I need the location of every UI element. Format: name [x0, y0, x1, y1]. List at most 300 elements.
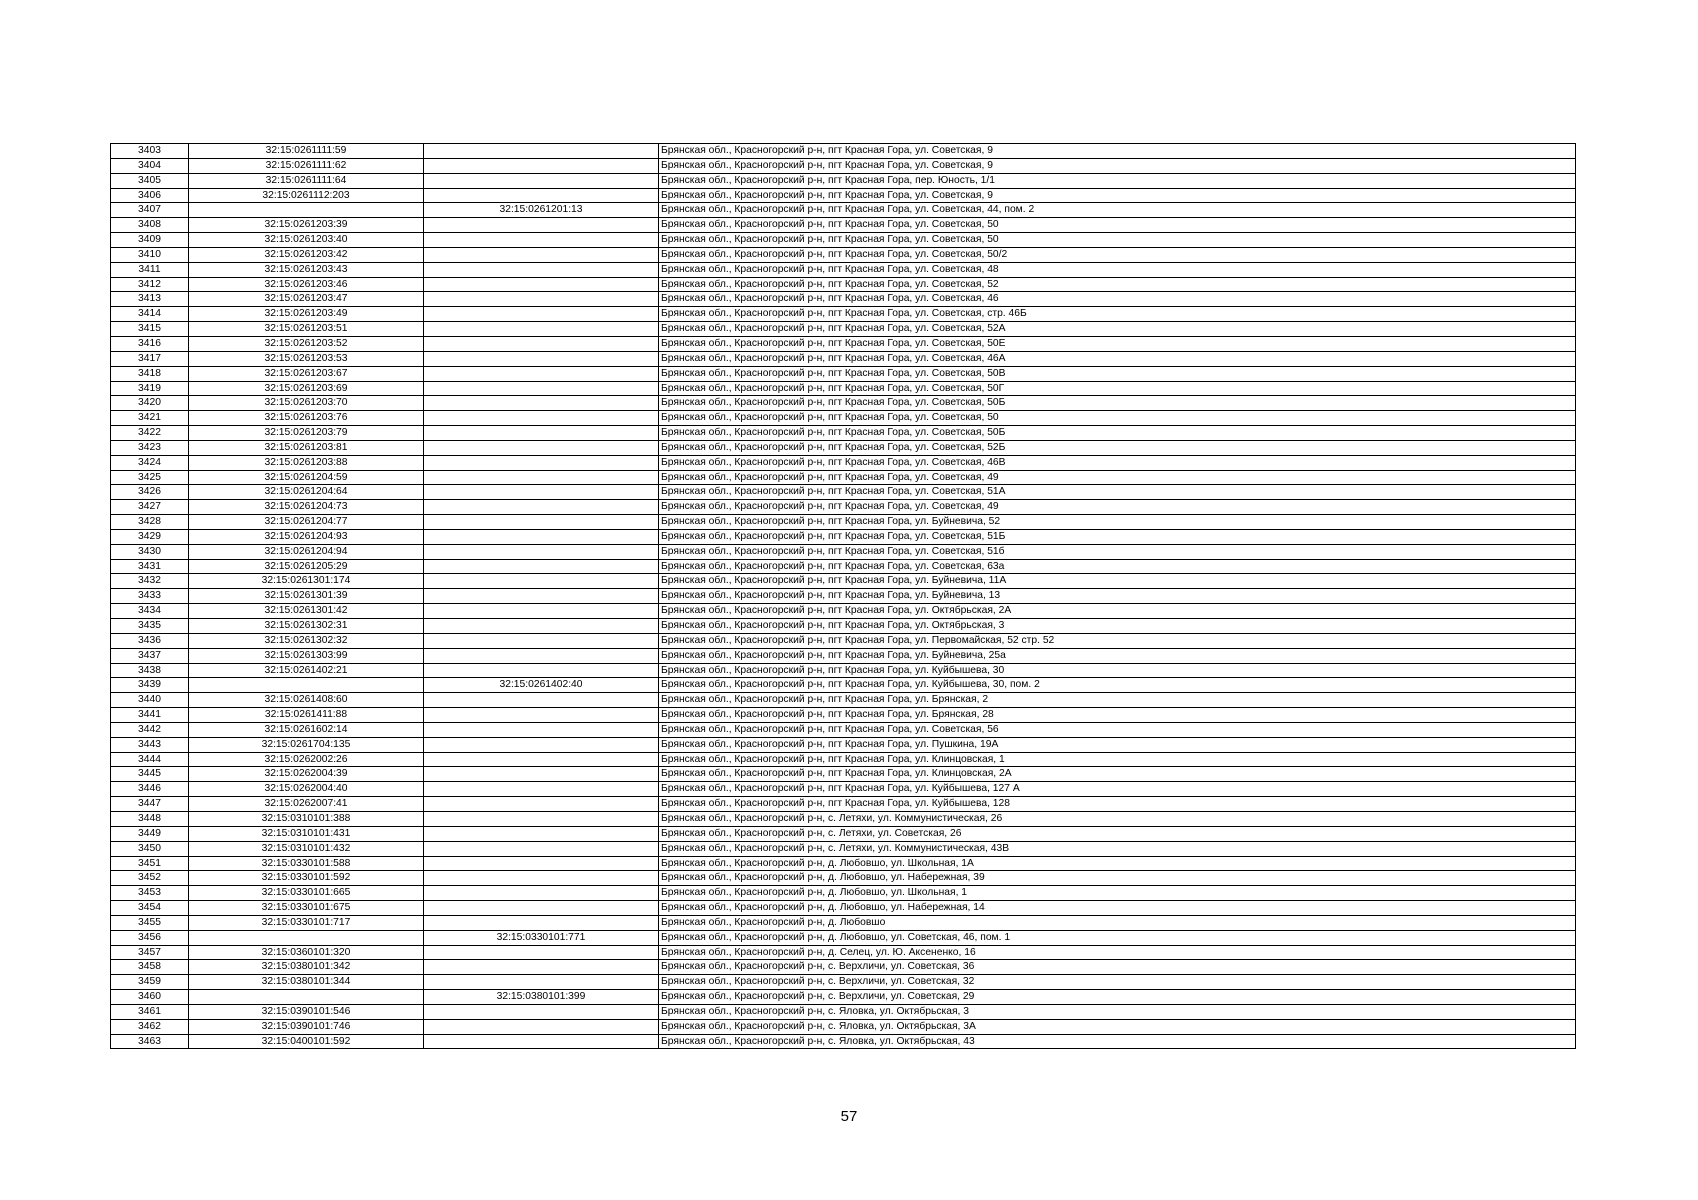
table-row — [111, 396, 1576, 411]
address-cell: Брянская обл., Красногорский р-н, пгт Красная Гора, ул. Советская, 9 — [659, 158, 1576, 173]
table-row — [111, 500, 1576, 515]
row-number-cell: 3450 — [111, 841, 189, 856]
parcel-cadastral-number-cell: 32:15:0261302:31 — [189, 619, 424, 634]
address-cell: Брянская обл., Красногорский р-н, пгт Красная Гора, ул. Советская, 50 — [659, 218, 1576, 233]
parcel-cadastral-number-cell: 32:15:0390101:546 — [189, 1004, 424, 1019]
row-number-cell: 3429 — [111, 529, 189, 544]
address-cell: Брянская обл., Красногорский р-н, пгт Красная Гора, ул. Советская, 44, пом. 2 — [659, 203, 1576, 218]
parcel-cadastral-number-cell: 32:15:0261111:64 — [189, 173, 424, 188]
address-cell: Брянская обл., Красногорский р-н, д. Селец, ул. Ю. Аксененко, 16 — [659, 945, 1576, 960]
building-cadastral-number-cell — [424, 277, 659, 292]
building-cadastral-number-cell: 32:15:0380101:399 — [424, 990, 659, 1005]
row-number-cell: 3414 — [111, 307, 189, 322]
address-cell: Брянская обл., Красногорский р-н, д. Любовшо, ул. Набережная, 14 — [659, 901, 1576, 916]
register-table-container — [110, 143, 1576, 1049]
address-cell: Брянская обл., Красногорский р-н, пгт Красная Гора, ул. Советская, 52 — [659, 277, 1576, 292]
table-row — [111, 515, 1576, 530]
table-row — [111, 990, 1576, 1005]
building-cadastral-number-cell — [424, 336, 659, 351]
parcel-cadastral-number-cell: 32:15:0261203:39 — [189, 218, 424, 233]
table-row — [111, 158, 1576, 173]
table-row — [111, 544, 1576, 559]
address-cell: Брянская обл., Красногорский р-н, пгт Красная Гора, ул. Советская, 49 — [659, 470, 1576, 485]
parcel-cadastral-number-cell — [189, 990, 424, 1005]
table-row — [111, 737, 1576, 752]
row-number-cell: 3408 — [111, 218, 189, 233]
building-cadastral-number-cell — [424, 841, 659, 856]
parcel-cadastral-number-cell: 32:15:0310101:388 — [189, 811, 424, 826]
table-row — [111, 604, 1576, 619]
row-number-cell: 3431 — [111, 559, 189, 574]
row-number-cell: 3437 — [111, 648, 189, 663]
building-cadastral-number-cell — [424, 1004, 659, 1019]
building-cadastral-number-cell — [424, 500, 659, 515]
building-cadastral-number-cell — [424, 485, 659, 500]
row-number-cell: 3442 — [111, 722, 189, 737]
building-cadastral-number-cell — [424, 426, 659, 441]
building-cadastral-number-cell — [424, 173, 659, 188]
parcel-cadastral-number-cell: 32:15:0261303:99 — [189, 648, 424, 663]
building-cadastral-number-cell — [424, 247, 659, 262]
address-cell: Брянская обл., Красногорский р-н, пгт Красная Гора, ул. Куйбышева, 30 — [659, 663, 1576, 678]
table-row — [111, 247, 1576, 262]
table-row — [111, 693, 1576, 708]
table-row — [111, 188, 1576, 203]
address-cell: Брянская обл., Красногорский р-н, пгт Красная Гора, ул. Советская, 51Б — [659, 529, 1576, 544]
parcel-cadastral-number-cell: 32:15:0261203:79 — [189, 426, 424, 441]
building-cadastral-number-cell — [424, 960, 659, 975]
address-cell: Брянская обл., Красногорский р-н, пгт Красная Гора, ул. Октябрьская, 3 — [659, 619, 1576, 634]
table-row — [111, 619, 1576, 634]
parcel-cadastral-number-cell: 32:15:0261203:51 — [189, 322, 424, 337]
address-cell: Брянская обл., Красногорский р-н, пгт Красная Гора, ул. Советская, 50 — [659, 233, 1576, 248]
row-number-cell: 3452 — [111, 871, 189, 886]
address-cell: Брянская обл., Красногорский р-н, пгт Красная Гора, ул. Советская, 9 — [659, 144, 1576, 159]
address-cell: Брянская обл., Красногорский р-н, пгт Красная Гора, ул. Советская, 50/2 — [659, 247, 1576, 262]
parcel-cadastral-number-cell: 32:15:0261301:174 — [189, 574, 424, 589]
address-cell: Брянская обл., Красногорский р-н, пгт Красная Гора, ул. Буйневича, 11А — [659, 574, 1576, 589]
address-cell: Брянская обл., Красногорский р-н, пгт Красная Гора, ул. Брянская, 2 — [659, 693, 1576, 708]
parcel-cadastral-number-cell: 32:15:0261704:135 — [189, 737, 424, 752]
row-number-cell: 3445 — [111, 767, 189, 782]
row-number-cell: 3440 — [111, 693, 189, 708]
parcel-cadastral-number-cell: 32:15:0330101:592 — [189, 871, 424, 886]
table-row — [111, 366, 1576, 381]
parcel-cadastral-number-cell: 32:15:0261203:47 — [189, 292, 424, 307]
building-cadastral-number-cell — [424, 574, 659, 589]
page-number: 57 — [840, 1108, 858, 1125]
row-number-cell: 3454 — [111, 901, 189, 916]
parcel-cadastral-number-cell: 32:15:0390101:746 — [189, 1019, 424, 1034]
parcel-cadastral-number-cell — [189, 203, 424, 218]
address-cell: Брянская обл., Красногорский р-н, с. Яловка, ул. Октябрьская, 3 — [659, 1004, 1576, 1019]
table-row — [111, 915, 1576, 930]
building-cadastral-number-cell — [424, 440, 659, 455]
building-cadastral-number-cell — [424, 218, 659, 233]
building-cadastral-number-cell — [424, 619, 659, 634]
address-cell: Брянская обл., Красногорский р-н, с. Летяхи, ул. Советская, 26 — [659, 826, 1576, 841]
row-number-cell: 3456 — [111, 930, 189, 945]
row-number-cell: 3424 — [111, 455, 189, 470]
building-cadastral-number-cell — [424, 737, 659, 752]
building-cadastral-number-cell — [424, 188, 659, 203]
row-number-cell: 3412 — [111, 277, 189, 292]
row-number-cell: 3455 — [111, 915, 189, 930]
address-cell: Брянская обл., Красногорский р-н, пгт Красная Гора, ул. Советская, 51А — [659, 485, 1576, 500]
row-number-cell: 3416 — [111, 336, 189, 351]
parcel-cadastral-number-cell: 32:15:0261203:49 — [189, 307, 424, 322]
address-cell: Брянская обл., Красногорский р-н, с. Летяхи, ул. Коммунистическая, 26 — [659, 811, 1576, 826]
building-cadastral-number-cell — [424, 589, 659, 604]
address-cell: Брянская обл., Красногорский р-н, пгт Красная Гора, ул. Пушкина, 19А — [659, 737, 1576, 752]
table-row — [111, 218, 1576, 233]
table-row — [111, 1034, 1576, 1049]
parcel-cadastral-number-cell: 32:15:0261204:73 — [189, 500, 424, 515]
parcel-cadastral-number-cell: 32:15:0360101:320 — [189, 945, 424, 960]
parcel-cadastral-number-cell: 32:15:0310101:432 — [189, 841, 424, 856]
table-row — [111, 633, 1576, 648]
row-number-cell: 3433 — [111, 589, 189, 604]
address-cell: Брянская обл., Красногорский р-н, пгт Красная Гора, ул. Куйбышева, 127 А — [659, 782, 1576, 797]
parcel-cadastral-number-cell: 32:15:0262002:26 — [189, 752, 424, 767]
building-cadastral-number-cell — [424, 529, 659, 544]
building-cadastral-number-cell — [424, 767, 659, 782]
parcel-cadastral-number-cell: 32:15:0261203:69 — [189, 381, 424, 396]
row-number-cell: 3461 — [111, 1004, 189, 1019]
row-number-cell: 3451 — [111, 856, 189, 871]
parcel-cadastral-number-cell: 32:15:0261402:21 — [189, 663, 424, 678]
row-number-cell: 3436 — [111, 633, 189, 648]
building-cadastral-number-cell: 32:15:0261201:13 — [424, 203, 659, 218]
building-cadastral-number-cell — [424, 381, 659, 396]
address-cell: Брянская обл., Красногорский р-н, пгт Красная Гора, ул. Советская, 52А — [659, 322, 1576, 337]
table-row — [111, 930, 1576, 945]
row-number-cell: 3435 — [111, 619, 189, 634]
building-cadastral-number-cell — [424, 797, 659, 812]
building-cadastral-number-cell — [424, 233, 659, 248]
table-row — [111, 559, 1576, 574]
parcel-cadastral-number-cell: 32:15:0261111:59 — [189, 144, 424, 159]
parcel-cadastral-number-cell: 32:15:0261112:203 — [189, 188, 424, 203]
address-cell: Брянская обл., Красногорский р-н, с. Летяхи, ул. Коммунистическая, 43В — [659, 841, 1576, 856]
table-row — [111, 307, 1576, 322]
table-row — [111, 440, 1576, 455]
building-cadastral-number-cell — [424, 322, 659, 337]
building-cadastral-number-cell — [424, 975, 659, 990]
building-cadastral-number-cell — [424, 144, 659, 159]
parcel-cadastral-number-cell: 32:15:0261204:93 — [189, 529, 424, 544]
building-cadastral-number-cell — [424, 708, 659, 723]
table-row — [111, 529, 1576, 544]
parcel-cadastral-number-cell: 32:15:0380101:342 — [189, 960, 424, 975]
row-number-cell: 3417 — [111, 351, 189, 366]
table-row — [111, 1019, 1576, 1034]
row-number-cell: 3409 — [111, 233, 189, 248]
parcel-cadastral-number-cell: 32:15:0261203:43 — [189, 262, 424, 277]
table-row — [111, 871, 1576, 886]
table-row — [111, 886, 1576, 901]
address-cell: Брянская обл., Красногорский р-н, пгт Красная Гора, ул. Советская, 46А — [659, 351, 1576, 366]
table-row — [111, 173, 1576, 188]
table-row — [111, 826, 1576, 841]
row-number-cell: 3406 — [111, 188, 189, 203]
building-cadastral-number-cell — [424, 693, 659, 708]
table-row — [111, 975, 1576, 990]
row-number-cell: 3415 — [111, 322, 189, 337]
parcel-cadastral-number-cell: 32:15:0261204:59 — [189, 470, 424, 485]
table-row — [111, 708, 1576, 723]
parcel-cadastral-number-cell: 32:15:0261203:76 — [189, 411, 424, 426]
table-row — [111, 470, 1576, 485]
address-cell: Брянская обл., Красногорский р-н, д. Любовшо, ул. Набережная, 39 — [659, 871, 1576, 886]
building-cadastral-number-cell — [424, 544, 659, 559]
parcel-cadastral-number-cell: 32:15:0261205:29 — [189, 559, 424, 574]
address-cell: Брянская обл., Красногорский р-н, пгт Красная Гора, ул. Буйневича, 13 — [659, 589, 1576, 604]
row-number-cell: 3421 — [111, 411, 189, 426]
table-row — [111, 811, 1576, 826]
building-cadastral-number-cell: 32:15:0261402:40 — [424, 678, 659, 693]
building-cadastral-number-cell — [424, 158, 659, 173]
address-cell: Брянская обл., Красногорский р-н, пгт Красная Гора, ул. Советская, 50Б — [659, 396, 1576, 411]
table-row — [111, 203, 1576, 218]
address-cell: Брянская обл., Красногорский р-н, с. Яловка, ул. Октябрьская, 43 — [659, 1034, 1576, 1049]
row-number-cell: 3407 — [111, 203, 189, 218]
parcel-cadastral-number-cell: 32:15:0262007:41 — [189, 797, 424, 812]
address-cell: Брянская обл., Красногорский р-н, пгт Красная Гора, ул. Советская, 46 — [659, 292, 1576, 307]
table-row — [111, 648, 1576, 663]
address-cell: Брянская обл., Красногорский р-н, пгт Красная Гора, ул. Клинцовская, 2А — [659, 767, 1576, 782]
building-cadastral-number-cell — [424, 886, 659, 901]
table-row — [111, 426, 1576, 441]
parcel-cadastral-number-cell: 32:15:0261411:88 — [189, 708, 424, 723]
row-number-cell: 3432 — [111, 574, 189, 589]
parcel-cadastral-number-cell: 32:15:0261111:62 — [189, 158, 424, 173]
address-cell: Брянская обл., Красногорский р-н, пгт Красная Гора, ул. Первомайская, 52 стр. 52 — [659, 633, 1576, 648]
address-cell: Брянская обл., Красногорский р-н, пгт Красная Гора, пер. Юность, 1/1 — [659, 173, 1576, 188]
table-row — [111, 262, 1576, 277]
row-number-cell: 3463 — [111, 1034, 189, 1049]
parcel-cadastral-number-cell: 32:15:0400101:592 — [189, 1034, 424, 1049]
building-cadastral-number-cell: 32:15:0330101:771 — [424, 930, 659, 945]
table-row — [111, 797, 1576, 812]
building-cadastral-number-cell — [424, 826, 659, 841]
address-cell: Брянская обл., Красногорский р-н, пгт Красная Гора, ул. Советская, 63а — [659, 559, 1576, 574]
table-row — [111, 841, 1576, 856]
parcel-cadastral-number-cell: 32:15:0261408:60 — [189, 693, 424, 708]
row-number-cell: 3428 — [111, 515, 189, 530]
parcel-cadastral-number-cell: 32:15:0261203:88 — [189, 455, 424, 470]
table-body — [111, 144, 1576, 1049]
building-cadastral-number-cell — [424, 901, 659, 916]
building-cadastral-number-cell — [424, 856, 659, 871]
row-number-cell: 3446 — [111, 782, 189, 797]
row-number-cell: 3411 — [111, 262, 189, 277]
building-cadastral-number-cell — [424, 262, 659, 277]
row-number-cell: 3444 — [111, 752, 189, 767]
parcel-cadastral-number-cell: 32:15:0261203:52 — [189, 336, 424, 351]
parcel-cadastral-number-cell: 32:15:0261204:64 — [189, 485, 424, 500]
row-number-cell: 3459 — [111, 975, 189, 990]
row-number-cell: 3443 — [111, 737, 189, 752]
row-number-cell: 3458 — [111, 960, 189, 975]
row-number-cell: 3410 — [111, 247, 189, 262]
parcel-cadastral-number-cell: 32:15:0330101:665 — [189, 886, 424, 901]
parcel-cadastral-number-cell — [189, 930, 424, 945]
table-row — [111, 663, 1576, 678]
row-number-cell: 3457 — [111, 945, 189, 960]
row-number-cell: 3449 — [111, 826, 189, 841]
row-number-cell: 3419 — [111, 381, 189, 396]
address-cell: Брянская обл., Красногорский р-н, пгт Красная Гора, ул. Советская, 50В — [659, 366, 1576, 381]
address-cell: Брянская обл., Красногорский р-н, пгт Красная Гора, ул. Советская, стр. 46Б — [659, 307, 1576, 322]
address-cell: Брянская обл., Красногорский р-н, пгт Красная Гора, ул. Советская, 50 — [659, 411, 1576, 426]
parcel-cadastral-number-cell: 32:15:0261203:81 — [189, 440, 424, 455]
building-cadastral-number-cell — [424, 945, 659, 960]
building-cadastral-number-cell — [424, 351, 659, 366]
parcel-cadastral-number-cell: 32:15:0262004:39 — [189, 767, 424, 782]
address-cell: Брянская обл., Красногорский р-н, пгт Красная Гора, ул. Брянская, 28 — [659, 708, 1576, 723]
row-number-cell: 3426 — [111, 485, 189, 500]
building-cadastral-number-cell — [424, 307, 659, 322]
address-cell: Брянская обл., Красногорский р-н, пгт Красная Гора, ул. Советская, 56 — [659, 722, 1576, 737]
parcel-cadastral-number-cell: 32:15:0261204:77 — [189, 515, 424, 530]
building-cadastral-number-cell — [424, 633, 659, 648]
building-cadastral-number-cell — [424, 648, 659, 663]
row-number-cell: 3423 — [111, 440, 189, 455]
row-number-cell: 3420 — [111, 396, 189, 411]
row-number-cell: 3434 — [111, 604, 189, 619]
address-cell: Брянская обл., Красногорский р-н, д. Любовшо — [659, 915, 1576, 930]
table-row — [111, 574, 1576, 589]
address-cell: Брянская обл., Красногорский р-н, д. Любовшо, ул. Школьная, 1А — [659, 856, 1576, 871]
building-cadastral-number-cell — [424, 396, 659, 411]
address-cell: Брянская обл., Красногорский р-н, с. Яловка, ул. Октябрьская, 3А — [659, 1019, 1576, 1034]
table-row — [111, 589, 1576, 604]
building-cadastral-number-cell — [424, 1019, 659, 1034]
address-cell: Брянская обл., Красногорский р-н, пгт Красная Гора, ул. Советская, 50Е — [659, 336, 1576, 351]
address-cell: Брянская обл., Красногорский р-н, д. Любовшо, ул. Школьная, 1 — [659, 886, 1576, 901]
table-row — [111, 960, 1576, 975]
parcel-cadastral-number-cell: 32:15:0261203:53 — [189, 351, 424, 366]
row-number-cell: 3418 — [111, 366, 189, 381]
table-row — [111, 485, 1576, 500]
table-row — [111, 678, 1576, 693]
row-number-cell: 3413 — [111, 292, 189, 307]
row-number-cell: 3462 — [111, 1019, 189, 1034]
row-number-cell: 3453 — [111, 886, 189, 901]
table-row — [111, 277, 1576, 292]
address-cell: Брянская обл., Красногорский р-н, пгт Красная Гора, ул. Клинцовская, 1 — [659, 752, 1576, 767]
parcel-cadastral-number-cell: 32:15:0310101:431 — [189, 826, 424, 841]
building-cadastral-number-cell — [424, 604, 659, 619]
table-row — [111, 1004, 1576, 1019]
register-table — [110, 143, 1576, 1049]
row-number-cell: 3448 — [111, 811, 189, 826]
address-cell: Брянская обл., Красногорский р-н, с. Верхличи, ул. Советская, 29 — [659, 990, 1576, 1005]
building-cadastral-number-cell — [424, 752, 659, 767]
parcel-cadastral-number-cell: 32:15:0261203:67 — [189, 366, 424, 381]
parcel-cadastral-number-cell — [189, 678, 424, 693]
row-number-cell: 3439 — [111, 678, 189, 693]
address-cell: Брянская обл., Красногорский р-н, с. Верхличи, ул. Советская, 32 — [659, 975, 1576, 990]
address-cell: Брянская обл., Красногорский р-н, пгт Красная Гора, ул. Куйбышева, 128 — [659, 797, 1576, 812]
table-row — [111, 752, 1576, 767]
row-number-cell: 3405 — [111, 173, 189, 188]
table-row — [111, 782, 1576, 797]
address-cell: Брянская обл., Красногорский р-н, пгт Красная Гора, ул. Советская, 52Б — [659, 440, 1576, 455]
parcel-cadastral-number-cell: 32:15:0380101:344 — [189, 975, 424, 990]
building-cadastral-number-cell — [424, 811, 659, 826]
table-row — [111, 767, 1576, 782]
building-cadastral-number-cell — [424, 470, 659, 485]
building-cadastral-number-cell — [424, 559, 659, 574]
parcel-cadastral-number-cell: 32:15:0261203:40 — [189, 233, 424, 248]
address-cell: Брянская обл., Красногорский р-н, пгт Красная Гора, ул. Октябрьская, 2А — [659, 604, 1576, 619]
address-cell: Брянская обл., Красногорский р-н, пгт Красная Гора, ул. Советская, 46В — [659, 455, 1576, 470]
table-row — [111, 945, 1576, 960]
row-number-cell: 3447 — [111, 797, 189, 812]
address-cell: Брянская обл., Красногорский р-н, пгт Красная Гора, ул. Буйневича, 52 — [659, 515, 1576, 530]
address-cell: Брянская обл., Красногорский р-н, пгт Красная Гора, ул. Советская, 50Б — [659, 426, 1576, 441]
table-row — [111, 144, 1576, 159]
table-row — [111, 411, 1576, 426]
building-cadastral-number-cell — [424, 915, 659, 930]
row-number-cell: 3404 — [111, 158, 189, 173]
table-row — [111, 336, 1576, 351]
table-row — [111, 351, 1576, 366]
building-cadastral-number-cell — [424, 782, 659, 797]
parcel-cadastral-number-cell: 32:15:0261203:42 — [189, 247, 424, 262]
parcel-cadastral-number-cell: 32:15:0330101:717 — [189, 915, 424, 930]
building-cadastral-number-cell — [424, 455, 659, 470]
row-number-cell: 3438 — [111, 663, 189, 678]
building-cadastral-number-cell — [424, 722, 659, 737]
address-cell: Брянская обл., Красногорский р-н, пгт Красная Гора, ул. Советская, 51б — [659, 544, 1576, 559]
row-number-cell: 3430 — [111, 544, 189, 559]
row-number-cell: 3441 — [111, 708, 189, 723]
address-cell: Брянская обл., Красногорский р-н, пгт Красная Гора, ул. Буйневича, 25а — [659, 648, 1576, 663]
parcel-cadastral-number-cell: 32:15:0262004:40 — [189, 782, 424, 797]
address-cell: Брянская обл., Красногорский р-н, пгт Красная Гора, ул. Советская, 9 — [659, 188, 1576, 203]
address-cell: Брянская обл., Красногорский р-н, пгт Красная Гора, ул. Советская, 50Г — [659, 381, 1576, 396]
table-row — [111, 856, 1576, 871]
table-row — [111, 292, 1576, 307]
parcel-cadastral-number-cell: 32:15:0261302:32 — [189, 633, 424, 648]
row-number-cell: 3460 — [111, 990, 189, 1005]
building-cadastral-number-cell — [424, 1034, 659, 1049]
address-cell: Брянская обл., Красногорский р-н, пгт Красная Гора, ул. Советская, 49 — [659, 500, 1576, 515]
building-cadastral-number-cell — [424, 411, 659, 426]
address-cell: Брянская обл., Красногорский р-н, с. Верхличи, ул. Советская, 36 — [659, 960, 1576, 975]
building-cadastral-number-cell — [424, 871, 659, 886]
address-cell: Брянская обл., Красногорский р-н, пгт Красная Гора, ул. Куйбышева, 30, пом. 2 — [659, 678, 1576, 693]
table-row — [111, 233, 1576, 248]
row-number-cell: 3422 — [111, 426, 189, 441]
row-number-cell: 3403 — [111, 144, 189, 159]
parcel-cadastral-number-cell: 32:15:0261203:46 — [189, 277, 424, 292]
table-row — [111, 455, 1576, 470]
parcel-cadastral-number-cell: 32:15:0261203:70 — [189, 396, 424, 411]
table-row — [111, 322, 1576, 337]
parcel-cadastral-number-cell: 32:15:0261301:39 — [189, 589, 424, 604]
table-row — [111, 901, 1576, 916]
table-row — [111, 722, 1576, 737]
address-cell: Брянская обл., Красногорский р-н, пгт Красная Гора, ул. Советская, 48 — [659, 262, 1576, 277]
parcel-cadastral-number-cell: 32:15:0330101:588 — [189, 856, 424, 871]
row-number-cell: 3425 — [111, 470, 189, 485]
parcel-cadastral-number-cell: 32:15:0330101:675 — [189, 901, 424, 916]
building-cadastral-number-cell — [424, 292, 659, 307]
